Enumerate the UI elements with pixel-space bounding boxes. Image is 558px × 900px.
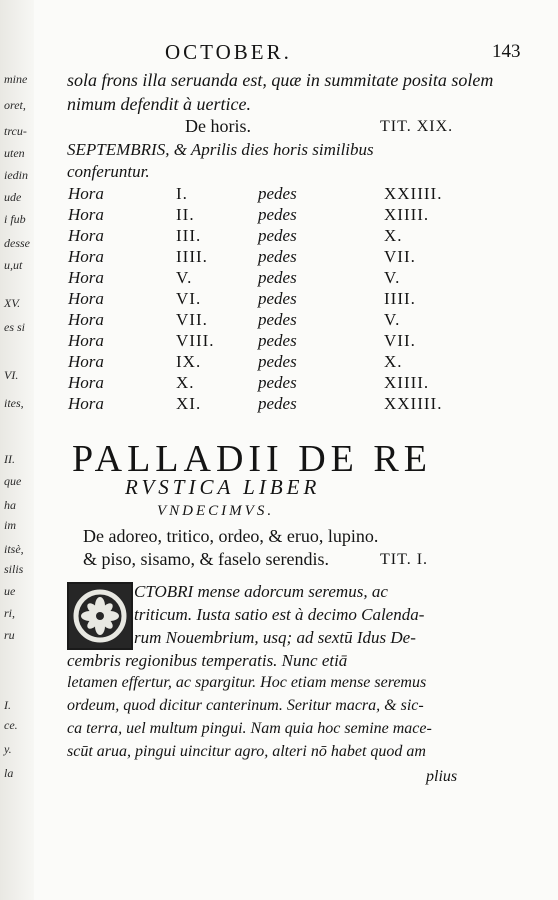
pedes-label: pedes — [258, 268, 297, 287]
text-line: nimum defendit à uertice. — [67, 94, 251, 114]
chapter-heading: & piso, sisamo, & faselo serendis. — [83, 549, 329, 569]
hour-numeral: VIII. — [176, 331, 215, 350]
margin-fragment: oret, — [4, 98, 26, 112]
feet-value: XXIIII. — [384, 184, 443, 203]
hours-row — [68, 226, 458, 248]
pedes-label: pedes — [258, 247, 297, 266]
hora-label: Hora — [68, 373, 104, 392]
margin-fragment: silis — [4, 562, 24, 576]
feet-value: VII. — [384, 247, 416, 266]
margin-fragment: ri, — [4, 606, 16, 620]
pedes-label: pedes — [258, 331, 297, 350]
hours-row — [68, 247, 458, 269]
body-line: cembris regionibus temperatis. Nunc etiā — [67, 651, 348, 670]
hours-row — [68, 310, 458, 332]
hour-numeral: XI. — [176, 394, 202, 413]
margin-fragment: i fub — [4, 212, 26, 226]
feet-value: IIII. — [384, 289, 416, 308]
book-subtitle: RVSTICA LIBER — [125, 475, 321, 499]
body-line: ca terra, uel multum pingui. Nam quia hoc semine mace- — [67, 720, 432, 737]
hour-numeral: IX. — [176, 352, 202, 371]
body-line: CTOBRI mense adorcum seremus, ac — [134, 582, 388, 601]
title-number: TIT. XIX. — [380, 118, 454, 135]
margin-fragment: la — [4, 766, 14, 780]
decorated-initial-o — [67, 582, 133, 650]
hours-row — [68, 331, 458, 353]
pedes-label: pedes — [258, 205, 297, 224]
page-number: 143 — [492, 41, 521, 62]
margin-fragment: ru — [4, 628, 15, 642]
margin-fragment: I. — [4, 698, 11, 712]
hora-label: Hora — [68, 226, 104, 245]
margin-fragment: im — [4, 518, 16, 532]
margin-fragment: ha — [4, 498, 16, 512]
chapter-heading: De adoreo, tritico, ordeo, & eruo, lupino. — [83, 526, 379, 546]
margin-fragment: que — [4, 474, 22, 488]
body-line: ordeum, quod dicitur canterinum. Seritur macra, & sic- — [67, 697, 424, 714]
hour-numeral: VI. — [176, 289, 202, 308]
hora-label: Hora — [68, 310, 104, 329]
feet-value: X. — [384, 226, 403, 245]
feet-value: XIIII. — [384, 373, 430, 392]
text-line: sola frons illa seruanda est, quæ in summitate posita solem — [67, 70, 494, 90]
body-line: scūt arua, pingui uincitur agro, alteri nō habet quod am — [67, 743, 426, 760]
margin-fragment: desse — [4, 236, 30, 250]
margin-fragment: itsè, — [4, 542, 24, 556]
text-line: SEPTEMBRIS, & Aprilis dies horis similibus — [67, 140, 374, 159]
text-line: conferuntur. — [67, 162, 150, 181]
hora-label: Hora — [68, 268, 104, 287]
body-line: rum Nouembrium, usq; ad sextū Idus De- — [134, 628, 416, 647]
feet-value: V. — [384, 310, 401, 329]
hours-row — [68, 394, 458, 416]
hora-label: Hora — [68, 205, 104, 224]
hours-row — [68, 289, 458, 311]
margin-fragment: VI. — [4, 368, 19, 382]
body-line: letamen effertur, ac spargitur. Hoc etiam mense seremus — [67, 674, 427, 691]
pedes-label: pedes — [258, 394, 297, 413]
hour-numeral: IIII. — [176, 247, 208, 266]
book-number: VNDECIMVS. — [157, 503, 275, 519]
section-heading: De horis. — [185, 116, 251, 136]
hora-label: Hora — [68, 394, 104, 413]
body-line: triticum. Iusta satio est à decimo Calenda- — [134, 605, 425, 624]
pedes-label: pedes — [258, 289, 297, 308]
book-title: PALLADII DE RE — [72, 438, 432, 480]
margin-fragment: es si — [4, 320, 25, 334]
pedes-label: pedes — [258, 352, 297, 371]
margin-fragment: ites, — [4, 396, 24, 410]
hour-numeral: I. — [176, 184, 188, 203]
hora-label: Hora — [68, 247, 104, 266]
margin-fragment: ce. — [4, 718, 18, 732]
hora-label: Hora — [68, 289, 104, 308]
margin-fragment: trcu- — [4, 124, 27, 138]
running-head: OCTOBER. — [165, 40, 292, 64]
margin-fragment: ude — [4, 190, 22, 204]
pedes-label: pedes — [258, 310, 297, 329]
hour-numeral: II. — [176, 205, 195, 224]
margin-fragment: ue — [4, 584, 16, 598]
margin-fragment: y. — [4, 742, 12, 756]
facing-page-margin — [0, 0, 34, 900]
margin-fragment: iedin — [4, 168, 28, 182]
hour-numeral: V. — [176, 268, 193, 287]
hora-label: Hora — [68, 331, 104, 350]
hours-row — [68, 184, 458, 206]
margin-fragment: XV. — [4, 296, 21, 310]
margin-fragment: II. — [4, 452, 15, 466]
hours-row — [68, 373, 458, 395]
hours-row — [68, 268, 458, 290]
hour-numeral: III. — [176, 226, 202, 245]
pedes-label: pedes — [258, 184, 297, 203]
margin-fragment: uten — [4, 146, 25, 160]
feet-value: V. — [384, 268, 401, 287]
chapter-title-number: TIT. I. — [380, 551, 429, 568]
feet-value: X. — [384, 352, 403, 371]
feet-value: XXIIII. — [384, 394, 443, 413]
hour-numeral: X. — [176, 373, 195, 392]
catchword: plius — [426, 768, 458, 785]
hora-label: Hora — [68, 184, 104, 203]
hours-row — [68, 205, 458, 227]
rosette-icon — [69, 584, 131, 648]
hours-row — [68, 352, 458, 374]
pedes-label: pedes — [258, 226, 297, 245]
margin-fragment: mine — [4, 72, 28, 86]
pedes-label: pedes — [258, 373, 297, 392]
margin-fragment: u,ut — [4, 258, 23, 272]
hour-numeral: VII. — [176, 310, 208, 329]
feet-value: XIIII. — [384, 205, 430, 224]
feet-value: VII. — [384, 331, 416, 350]
hora-label: Hora — [68, 352, 104, 371]
